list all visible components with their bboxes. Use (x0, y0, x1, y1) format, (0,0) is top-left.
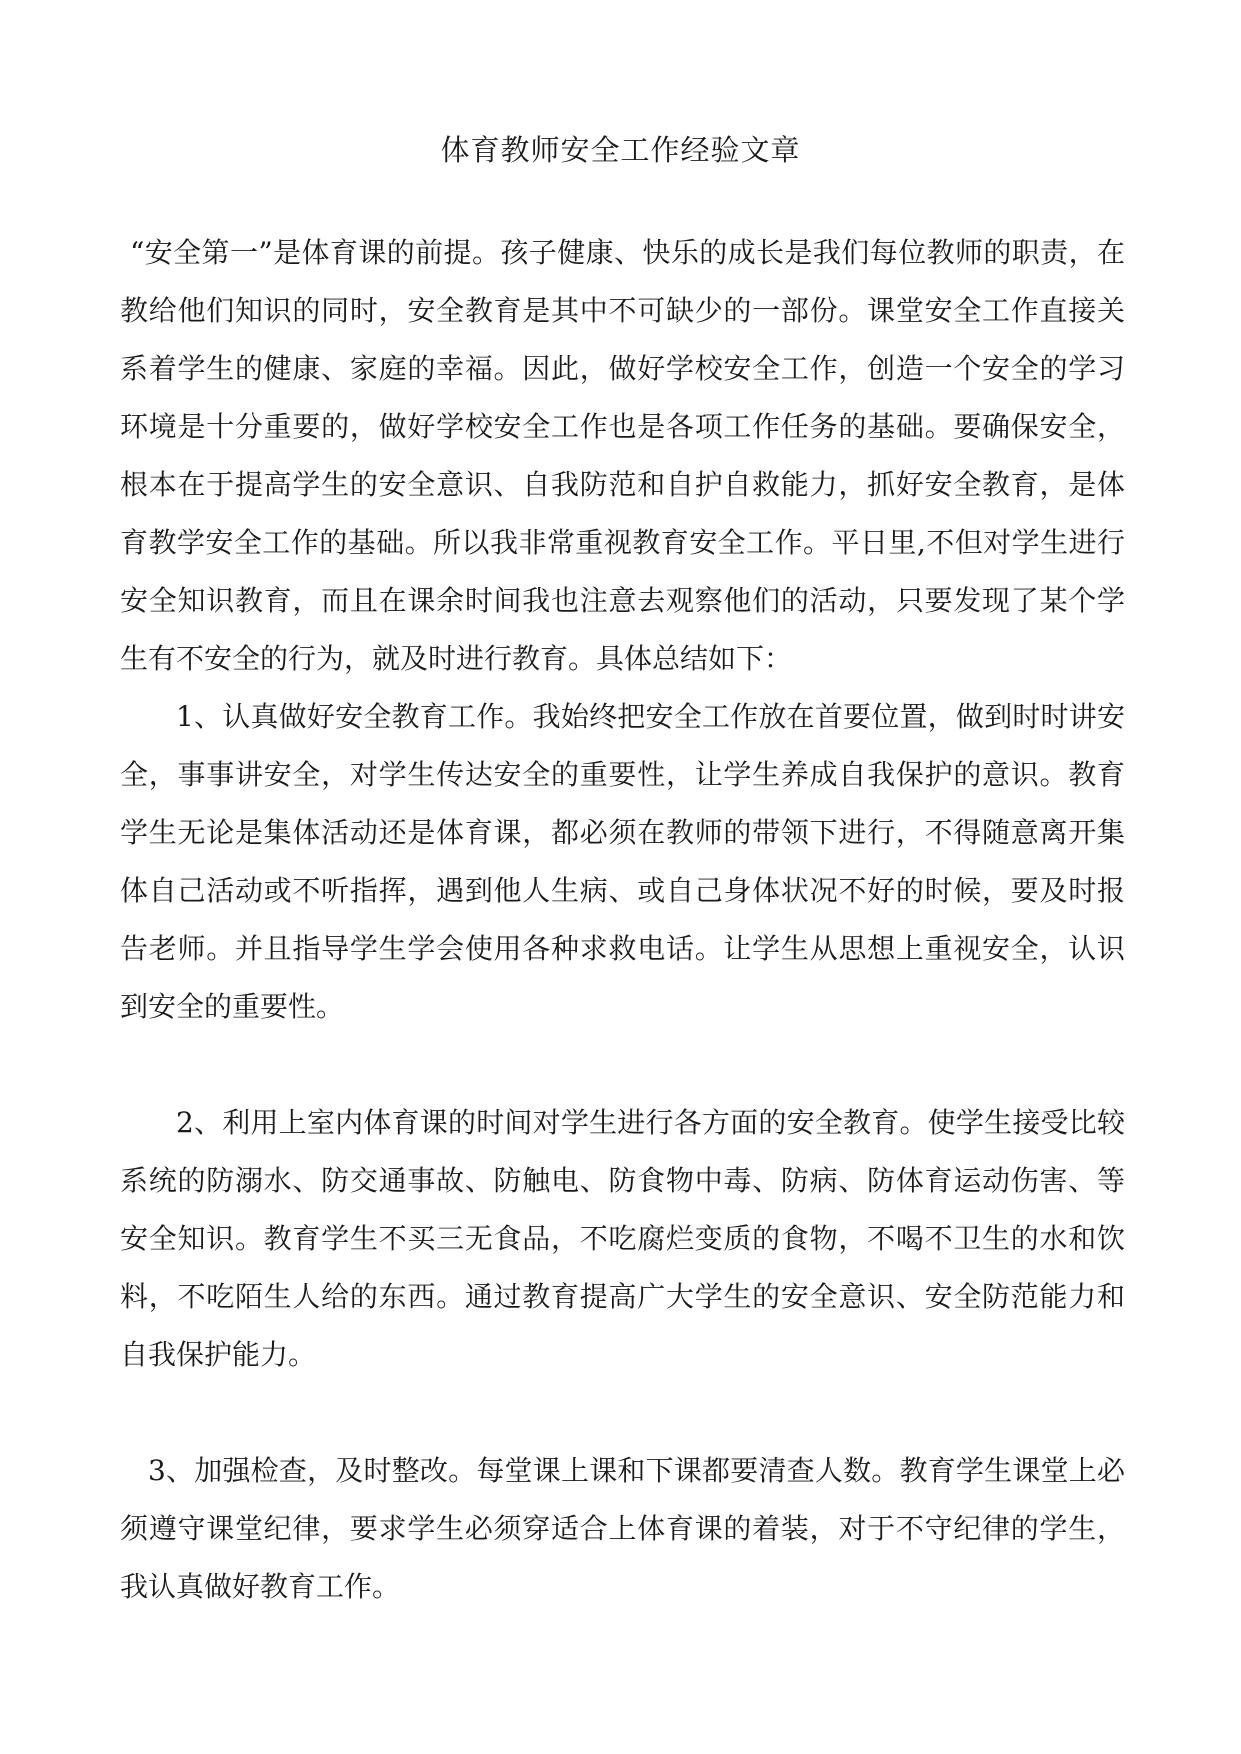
paragraph-intro: “安全第一”是体育课的前提。孩子健康、快乐的成长是我们每位教师的职责，在教给他们知识的同时，安全教育是其中不可缺少的一部份。课堂安全工作直接关系着学生的健康、家庭的幸福。因此，做好学校安全工作，创造一个安全的学习环境是十分重要的，做好学校安全工作也是各项工作任务的基础。要确保安全，根本在于提高学生的安全意识、自我防范和自护自救能力，抓好安全教育，是体育教学安全工作的基础。所以我非常重视教育安全工作。平日里,不但对学生进行安全知识教育，而且在课余时间我也注意去观察他们的活动，只要发现了某个学生有不安全的行为，就及时进行教育。具体总结如下： (120, 236, 1125, 675)
paragraph-point-2: 2、利用上室内体育课的时间对学生进行各方面的安全教育。使学生接受比较系统的防溺水、防交通事故、防触电、防食物中毒、防病、防体育运动伤害、等安全知识。教育学生不买三无食品，不吃腐烂变质的食物，不喝不卫生的水和饮料，不吃陌生人给的东西。通过教育提高广大学生的安全意识、安全防范能力和自我保护能力。 (120, 1106, 1125, 1371)
paragraph-point-3: 3、加强检查，及时整改。每堂课上课和下课都要清查人数。教育学生课堂上必须遵守课堂纪律，要求学生必须穿适合上体育课的着装，对于不守纪律的学生，我认真做好教育工作。 (120, 1454, 1125, 1603)
document-title: 体育教师安全工作经验文章 (440, 133, 801, 167)
paragraph-point-1: 1、认真做好安全教育工作。我始终把安全工作放在首要位置，做到时时讲安全，事事讲安全，对学生传达安全的重要性，让学生养成自我保护的意识。教育学生无论是集体活动还是体育课，都必须在教师的带领下进行，不得随意离开集体自己活动或不听指挥，遇到他人生病、或自己身体状况不好的时候，要及时报告老师。并且指导学生学会使用各种求救电话。让学生从思想上重视安全，认识到安全的重要性。 (120, 700, 1125, 1023)
